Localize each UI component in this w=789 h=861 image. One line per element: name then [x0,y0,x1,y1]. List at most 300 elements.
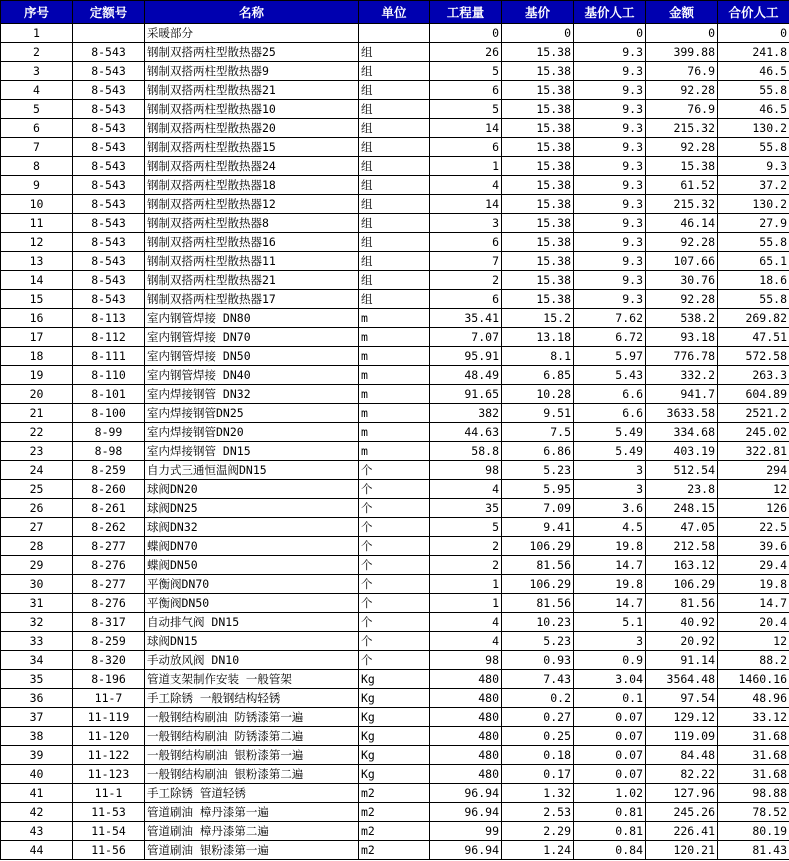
header-quantity[interactable]: 工程量 [430,1,502,24]
cell-total-labor[interactable]: 46.5 [718,100,789,119]
cell-quota-code[interactable]: 8-543 [73,195,145,214]
cell-total-labor[interactable]: 322.81 [718,442,789,461]
cell-quota-code[interactable]: 11-119 [73,708,145,727]
cell-base-labor[interactable]: 9.3 [574,119,646,138]
cell-base-price[interactable]: 1.32 [502,784,574,803]
cell-amount[interactable]: 403.19 [646,442,718,461]
cell-item-name[interactable]: 钢制双搭两柱型散热器10 [145,100,359,119]
cell-amount[interactable]: 245.26 [646,803,718,822]
cell-item-name[interactable]: 钢制双搭两柱型散热器9 [145,62,359,81]
cell-base-price[interactable]: 9.41 [502,518,574,537]
cell-total-labor[interactable]: 12 [718,632,789,651]
cell-total-labor[interactable]: 263.3 [718,366,789,385]
cell-quantity[interactable]: 6 [430,138,502,157]
cell-base-labor[interactable]: 3 [574,632,646,651]
cell-base-labor[interactable]: 9.3 [574,138,646,157]
cell-base-price[interactable]: 15.38 [502,62,574,81]
cell-amount[interactable]: 941.7 [646,385,718,404]
cell-quantity[interactable]: 4 [430,176,502,195]
cell-index[interactable]: 5 [1,100,73,119]
cell-base-labor[interactable]: 3.04 [574,670,646,689]
cell-base-price[interactable]: 15.38 [502,81,574,100]
cell-base-labor[interactable]: 3.6 [574,499,646,518]
cell-base-price[interactable]: 7.43 [502,670,574,689]
cell-item-name[interactable]: 钢制双搭两柱型散热器21 [145,81,359,100]
cell-base-price[interactable]: 81.56 [502,594,574,613]
cell-quantity[interactable]: 14 [430,195,502,214]
cell-quota-code[interactable]: 8-543 [73,252,145,271]
cell-index[interactable]: 32 [1,613,73,632]
cell-total-labor[interactable]: 14.7 [718,594,789,613]
cell-base-price[interactable]: 15.38 [502,157,574,176]
cell-index[interactable]: 2 [1,43,73,62]
cell-base-labor[interactable]: 9.3 [574,81,646,100]
cell-quantity[interactable]: 382 [430,404,502,423]
cell-unit[interactable]: Kg [359,670,430,689]
cell-total-labor[interactable]: 9.3 [718,157,789,176]
cell-unit[interactable]: m2 [359,822,430,841]
cell-amount[interactable]: 92.28 [646,138,718,157]
cell-amount[interactable]: 93.18 [646,328,718,347]
cell-unit[interactable]: 个 [359,480,430,499]
cell-quantity[interactable]: 35 [430,499,502,518]
cell-quota-code[interactable]: 8-277 [73,537,145,556]
cell-index[interactable]: 43 [1,822,73,841]
cell-quantity[interactable]: 4 [430,480,502,499]
cell-item-name[interactable]: 手工除锈 管道轻锈 [145,784,359,803]
cell-amount[interactable]: 127.96 [646,784,718,803]
cell-amount[interactable]: 46.14 [646,214,718,233]
cell-base-labor[interactable]: 0.81 [574,803,646,822]
cell-base-labor[interactable]: 9.3 [574,100,646,119]
cell-index[interactable]: 29 [1,556,73,575]
cell-total-labor[interactable]: 65.1 [718,252,789,271]
cell-amount[interactable]: 76.9 [646,62,718,81]
cell-amount[interactable]: 84.48 [646,746,718,765]
cell-base-price[interactable]: 15.38 [502,233,574,252]
cell-base-labor[interactable]: 0 [574,24,646,43]
cell-amount[interactable]: 92.28 [646,233,718,252]
cell-quota-code[interactable]: 8-543 [73,290,145,309]
cell-quantity[interactable]: 6 [430,290,502,309]
cell-index[interactable]: 17 [1,328,73,347]
cell-unit[interactable]: m [359,347,430,366]
cell-base-price[interactable]: 15.38 [502,119,574,138]
cell-quota-code[interactable]: 8-320 [73,651,145,670]
cell-base-labor[interactable]: 0.07 [574,765,646,784]
cell-amount[interactable]: 106.29 [646,575,718,594]
cell-item-name[interactable]: 蝶阀DN70 [145,537,359,556]
cell-quantity[interactable]: 14 [430,119,502,138]
cell-quota-code[interactable]: 8-317 [73,613,145,632]
cell-base-price[interactable]: 15.38 [502,195,574,214]
cell-index[interactable]: 8 [1,157,73,176]
cell-total-labor[interactable]: 20.4 [718,613,789,632]
cell-quantity[interactable]: 480 [430,746,502,765]
cell-base-price[interactable]: 0.93 [502,651,574,670]
cell-unit[interactable]: m2 [359,784,430,803]
cell-unit[interactable]: 组 [359,176,430,195]
header-index[interactable]: 序号 [1,1,73,24]
cell-index[interactable]: 22 [1,423,73,442]
cell-quantity[interactable]: 98 [430,651,502,670]
cell-amount[interactable]: 15.38 [646,157,718,176]
cell-index[interactable]: 31 [1,594,73,613]
cell-index[interactable]: 24 [1,461,73,480]
cell-unit[interactable]: m [359,328,430,347]
cell-unit[interactable]: 组 [359,100,430,119]
cell-quota-code[interactable]: 8-543 [73,271,145,290]
cell-index[interactable]: 30 [1,575,73,594]
cell-total-labor[interactable]: 39.6 [718,537,789,556]
cell-item-name[interactable]: 平衡阀DN50 [145,594,359,613]
cell-unit[interactable]: 组 [359,81,430,100]
cell-base-price[interactable]: 15.38 [502,100,574,119]
cell-base-price[interactable]: 7.09 [502,499,574,518]
cell-item-name[interactable]: 采暖部分 [145,24,359,43]
cell-quota-code[interactable]: 8-543 [73,233,145,252]
cell-unit[interactable]: m2 [359,803,430,822]
cell-base-labor[interactable]: 19.8 [574,575,646,594]
cell-quota-code[interactable]: 8-100 [73,404,145,423]
cell-unit[interactable]: m [359,309,430,328]
cell-quota-code[interactable]: 8-110 [73,366,145,385]
cell-quota-code[interactable]: 8-99 [73,423,145,442]
cell-quantity[interactable]: 480 [430,765,502,784]
cell-quantity[interactable]: 1 [430,575,502,594]
cell-base-price[interactable]: 15.38 [502,290,574,309]
cell-unit[interactable]: 个 [359,518,430,537]
cell-unit[interactable]: 个 [359,594,430,613]
cell-amount[interactable]: 30.76 [646,271,718,290]
cell-item-name[interactable]: 室内钢管焊接 DN70 [145,328,359,347]
cell-quantity[interactable]: 96.94 [430,841,502,860]
cell-index[interactable]: 41 [1,784,73,803]
cell-quota-code[interactable]: 11-7 [73,689,145,708]
cell-unit[interactable]: 个 [359,632,430,651]
cell-base-labor[interactable]: 0.9 [574,651,646,670]
cell-base-price[interactable]: 15.38 [502,271,574,290]
cell-base-labor[interactable]: 9.3 [574,290,646,309]
cell-base-price[interactable]: 5.95 [502,480,574,499]
cell-quota-code[interactable]: 8-543 [73,62,145,81]
cell-index[interactable]: 16 [1,309,73,328]
cell-index[interactable]: 39 [1,746,73,765]
cell-unit[interactable]: 个 [359,651,430,670]
cell-quota-code[interactable]: 11-122 [73,746,145,765]
cell-total-labor[interactable]: 88.2 [718,651,789,670]
cell-quota-code[interactable]: 8-277 [73,575,145,594]
cell-item-name[interactable]: 室内钢管焊接 DN50 [145,347,359,366]
cell-amount[interactable]: 226.41 [646,822,718,841]
cell-total-labor[interactable]: 37.2 [718,176,789,195]
cell-base-price[interactable]: 106.29 [502,537,574,556]
cell-unit[interactable]: 个 [359,499,430,518]
cell-base-labor[interactable]: 6.6 [574,385,646,404]
cell-unit[interactable]: 组 [359,214,430,233]
cell-item-name[interactable]: 钢制双搭两柱型散热器25 [145,43,359,62]
cell-item-name[interactable]: 球阀DN25 [145,499,359,518]
cell-item-name[interactable]: 球阀DN15 [145,632,359,651]
cell-quota-code[interactable]: 8-543 [73,176,145,195]
cell-amount[interactable]: 163.12 [646,556,718,575]
cell-total-labor[interactable]: 294 [718,461,789,480]
cell-amount[interactable]: 97.54 [646,689,718,708]
cell-amount[interactable]: 120.21 [646,841,718,860]
cell-quota-code[interactable]: 8-543 [73,157,145,176]
cell-base-price[interactable]: 0.27 [502,708,574,727]
cell-amount[interactable]: 92.28 [646,81,718,100]
cell-quota-code[interactable]: 8-196 [73,670,145,689]
cell-amount[interactable]: 3633.58 [646,404,718,423]
cell-index[interactable]: 36 [1,689,73,708]
cell-base-price[interactable]: 0.2 [502,689,574,708]
cell-base-labor[interactable]: 6.6 [574,404,646,423]
cell-item-name[interactable]: 钢制双搭两柱型散热器8 [145,214,359,233]
cell-item-name[interactable]: 室内焊接钢管DN20 [145,423,359,442]
cell-base-price[interactable]: 15.38 [502,176,574,195]
cell-base-labor[interactable]: 19.8 [574,537,646,556]
cell-total-labor[interactable]: 31.68 [718,727,789,746]
cell-total-labor[interactable]: 78.52 [718,803,789,822]
cell-quantity[interactable]: 1 [430,157,502,176]
cell-index[interactable]: 19 [1,366,73,385]
header-unit[interactable]: 单位 [359,1,430,24]
cell-base-labor[interactable]: 9.3 [574,195,646,214]
cell-item-name[interactable]: 钢制双搭两柱型散热器20 [145,119,359,138]
cell-quantity[interactable]: 2 [430,556,502,575]
cell-base-price[interactable]: 15.38 [502,43,574,62]
cell-total-labor[interactable]: 269.82 [718,309,789,328]
cell-base-labor[interactable]: 0.07 [574,727,646,746]
cell-unit[interactable]: 组 [359,138,430,157]
cell-total-labor[interactable]: 98.88 [718,784,789,803]
cell-quantity[interactable]: 4 [430,613,502,632]
cell-quota-code[interactable]: 8-259 [73,632,145,651]
cell-quota-code[interactable]: 8-543 [73,119,145,138]
cell-amount[interactable]: 92.28 [646,290,718,309]
cell-base-labor[interactable]: 0.81 [574,822,646,841]
cell-base-labor[interactable]: 9.3 [574,43,646,62]
cell-quantity[interactable]: 35.41 [430,309,502,328]
cell-amount[interactable]: 512.54 [646,461,718,480]
cell-base-price[interactable]: 0.18 [502,746,574,765]
cell-total-labor[interactable]: 2521.2 [718,404,789,423]
cell-base-price[interactable]: 106.29 [502,575,574,594]
cell-total-labor[interactable]: 31.68 [718,746,789,765]
cell-amount[interactable]: 212.58 [646,537,718,556]
cell-item-name[interactable]: 自动排气阀 DN15 [145,613,359,632]
cell-item-name[interactable]: 室内钢管焊接 DN80 [145,309,359,328]
cell-quota-code[interactable]: 8-113 [73,309,145,328]
cell-quantity[interactable]: 0 [430,24,502,43]
cell-unit[interactable]: 个 [359,613,430,632]
cell-item-name[interactable]: 一般钢结构刷油 银粉漆第二遍 [145,765,359,784]
header-quota-code[interactable]: 定额号 [73,1,145,24]
cell-total-labor[interactable]: 80.19 [718,822,789,841]
cell-item-name[interactable]: 自力式三通恒温阀DN15 [145,461,359,480]
cell-index[interactable]: 18 [1,347,73,366]
cell-unit[interactable]: m [359,442,430,461]
cell-index[interactable]: 15 [1,290,73,309]
cell-index[interactable]: 34 [1,651,73,670]
cell-base-price[interactable]: 6.86 [502,442,574,461]
cell-unit[interactable]: Kg [359,727,430,746]
cell-total-labor[interactable]: 604.89 [718,385,789,404]
cell-index[interactable]: 26 [1,499,73,518]
cell-unit[interactable]: 组 [359,195,430,214]
cell-base-price[interactable]: 15.38 [502,214,574,233]
cell-base-labor[interactable]: 9.3 [574,233,646,252]
cell-quota-code[interactable]: 8-111 [73,347,145,366]
cell-item-name[interactable]: 一般钢结构刷油 防锈漆第二遍 [145,727,359,746]
cell-item-name[interactable]: 室内焊接钢管 DN32 [145,385,359,404]
cell-index[interactable]: 7 [1,138,73,157]
cell-item-name[interactable]: 钢制双搭两柱型散热器11 [145,252,359,271]
cell-unit[interactable]: m2 [359,841,430,860]
cell-quota-code[interactable]: 8-276 [73,556,145,575]
cell-unit[interactable]: 组 [359,43,430,62]
cell-item-name[interactable]: 钢制双搭两柱型散热器21 [145,271,359,290]
cell-item-name[interactable]: 平衡阀DN70 [145,575,359,594]
cell-base-price[interactable]: 15.38 [502,252,574,271]
cell-quantity[interactable]: 58.8 [430,442,502,461]
cell-amount[interactable]: 119.09 [646,727,718,746]
cell-base-labor[interactable]: 3 [574,461,646,480]
cell-total-labor[interactable]: 22.5 [718,518,789,537]
cell-item-name[interactable]: 蝶阀DN50 [145,556,359,575]
cell-unit[interactable]: 个 [359,556,430,575]
cell-unit[interactable]: 组 [359,290,430,309]
cell-index[interactable]: 13 [1,252,73,271]
cell-amount[interactable]: 76.9 [646,100,718,119]
cell-total-labor[interactable]: 12 [718,480,789,499]
header-amount[interactable]: 金额 [646,1,718,24]
cell-item-name[interactable]: 室内焊接钢管 DN15 [145,442,359,461]
cell-base-price[interactable]: 5.23 [502,632,574,651]
cell-base-labor[interactable]: 7.62 [574,309,646,328]
cell-quantity[interactable]: 5 [430,100,502,119]
cell-total-labor[interactable]: 47.51 [718,328,789,347]
cell-unit[interactable]: m [359,385,430,404]
cell-quantity[interactable]: 4 [430,632,502,651]
cell-quantity[interactable]: 480 [430,689,502,708]
cell-item-name[interactable]: 室内焊接钢管DN25 [145,404,359,423]
cell-index[interactable]: 3 [1,62,73,81]
cell-total-labor[interactable]: 126 [718,499,789,518]
cell-quota-code[interactable]: 8-259 [73,461,145,480]
cell-quantity[interactable]: 480 [430,708,502,727]
cell-item-name[interactable]: 手动放风阀 DN10 [145,651,359,670]
cell-total-labor[interactable]: 0 [718,24,789,43]
cell-quota-code[interactable]: 8-260 [73,480,145,499]
cell-total-labor[interactable]: 18.6 [718,271,789,290]
cell-item-name[interactable]: 钢制双搭两柱型散热器15 [145,138,359,157]
cell-unit[interactable]: m [359,423,430,442]
cell-quantity[interactable]: 99 [430,822,502,841]
cell-item-name[interactable]: 管道刷油 樟丹漆第一遍 [145,803,359,822]
cell-amount[interactable]: 47.05 [646,518,718,537]
cell-base-price[interactable]: 2.29 [502,822,574,841]
cell-base-price[interactable]: 2.53 [502,803,574,822]
cell-total-labor[interactable]: 55.8 [718,138,789,157]
header-base-labor[interactable]: 基价人工 [574,1,646,24]
cell-index[interactable]: 6 [1,119,73,138]
cell-amount[interactable]: 91.14 [646,651,718,670]
cell-item-name[interactable]: 一般钢结构刷油 银粉漆第一遍 [145,746,359,765]
cell-unit[interactable]: 组 [359,157,430,176]
cell-base-labor[interactable]: 9.3 [574,176,646,195]
cell-index[interactable]: 25 [1,480,73,499]
cell-base-labor[interactable]: 9.3 [574,62,646,81]
cell-base-price[interactable]: 7.5 [502,423,574,442]
cell-index[interactable]: 38 [1,727,73,746]
cell-quota-code[interactable]: 11-54 [73,822,145,841]
cell-base-labor[interactable]: 3 [574,480,646,499]
cell-amount[interactable]: 399.88 [646,43,718,62]
cell-quantity[interactable]: 480 [430,727,502,746]
cell-item-name[interactable]: 球阀DN32 [145,518,359,537]
cell-quota-code[interactable]: 8-543 [73,100,145,119]
cell-amount[interactable]: 129.12 [646,708,718,727]
cell-quantity[interactable]: 6 [430,81,502,100]
cell-total-labor[interactable]: 27.9 [718,214,789,233]
cell-quantity[interactable]: 95.91 [430,347,502,366]
cell-total-labor[interactable]: 130.2 [718,119,789,138]
cell-item-name[interactable]: 一般钢结构刷油 防锈漆第一遍 [145,708,359,727]
cell-quantity[interactable]: 7.07 [430,328,502,347]
cell-base-price[interactable]: 0.17 [502,765,574,784]
cell-amount[interactable]: 61.52 [646,176,718,195]
cell-base-labor[interactable]: 5.49 [574,423,646,442]
cell-quantity[interactable]: 44.63 [430,423,502,442]
cell-amount[interactable]: 3564.48 [646,670,718,689]
cell-item-name[interactable]: 钢制双搭两柱型散热器24 [145,157,359,176]
cell-item-name[interactable]: 管道支架制作安装 一般管架 [145,670,359,689]
cell-base-price[interactable]: 9.51 [502,404,574,423]
cell-base-labor[interactable]: 0.07 [574,746,646,765]
cell-index[interactable]: 42 [1,803,73,822]
cell-index[interactable]: 40 [1,765,73,784]
header-base-price[interactable]: 基价 [502,1,574,24]
cell-amount[interactable]: 23.8 [646,480,718,499]
cell-amount[interactable]: 0 [646,24,718,43]
cell-quantity[interactable]: 7 [430,252,502,271]
cell-base-labor[interactable]: 9.3 [574,271,646,290]
cell-item-name[interactable]: 管道刷油 樟丹漆第二遍 [145,822,359,841]
cell-quota-code[interactable]: 8-543 [73,81,145,100]
cell-amount[interactable]: 20.92 [646,632,718,651]
cell-base-labor[interactable]: 1.02 [574,784,646,803]
cell-quota-code[interactable]: 8-98 [73,442,145,461]
cell-quantity[interactable]: 26 [430,43,502,62]
cell-unit[interactable]: Kg [359,765,430,784]
cell-base-labor[interactable]: 9.3 [574,157,646,176]
cell-unit[interactable]: 个 [359,461,430,480]
cell-total-labor[interactable]: 81.43 [718,841,789,860]
cell-amount[interactable]: 332.2 [646,366,718,385]
cell-amount[interactable]: 538.2 [646,309,718,328]
cell-unit[interactable]: 组 [359,233,430,252]
cell-index[interactable]: 33 [1,632,73,651]
cell-base-labor[interactable]: 5.43 [574,366,646,385]
cell-quantity[interactable]: 2 [430,537,502,556]
cell-quantity[interactable]: 5 [430,62,502,81]
cell-amount[interactable]: 215.32 [646,119,718,138]
cell-amount[interactable]: 82.22 [646,765,718,784]
cell-total-labor[interactable]: 48.96 [718,689,789,708]
cell-amount[interactable]: 40.92 [646,613,718,632]
